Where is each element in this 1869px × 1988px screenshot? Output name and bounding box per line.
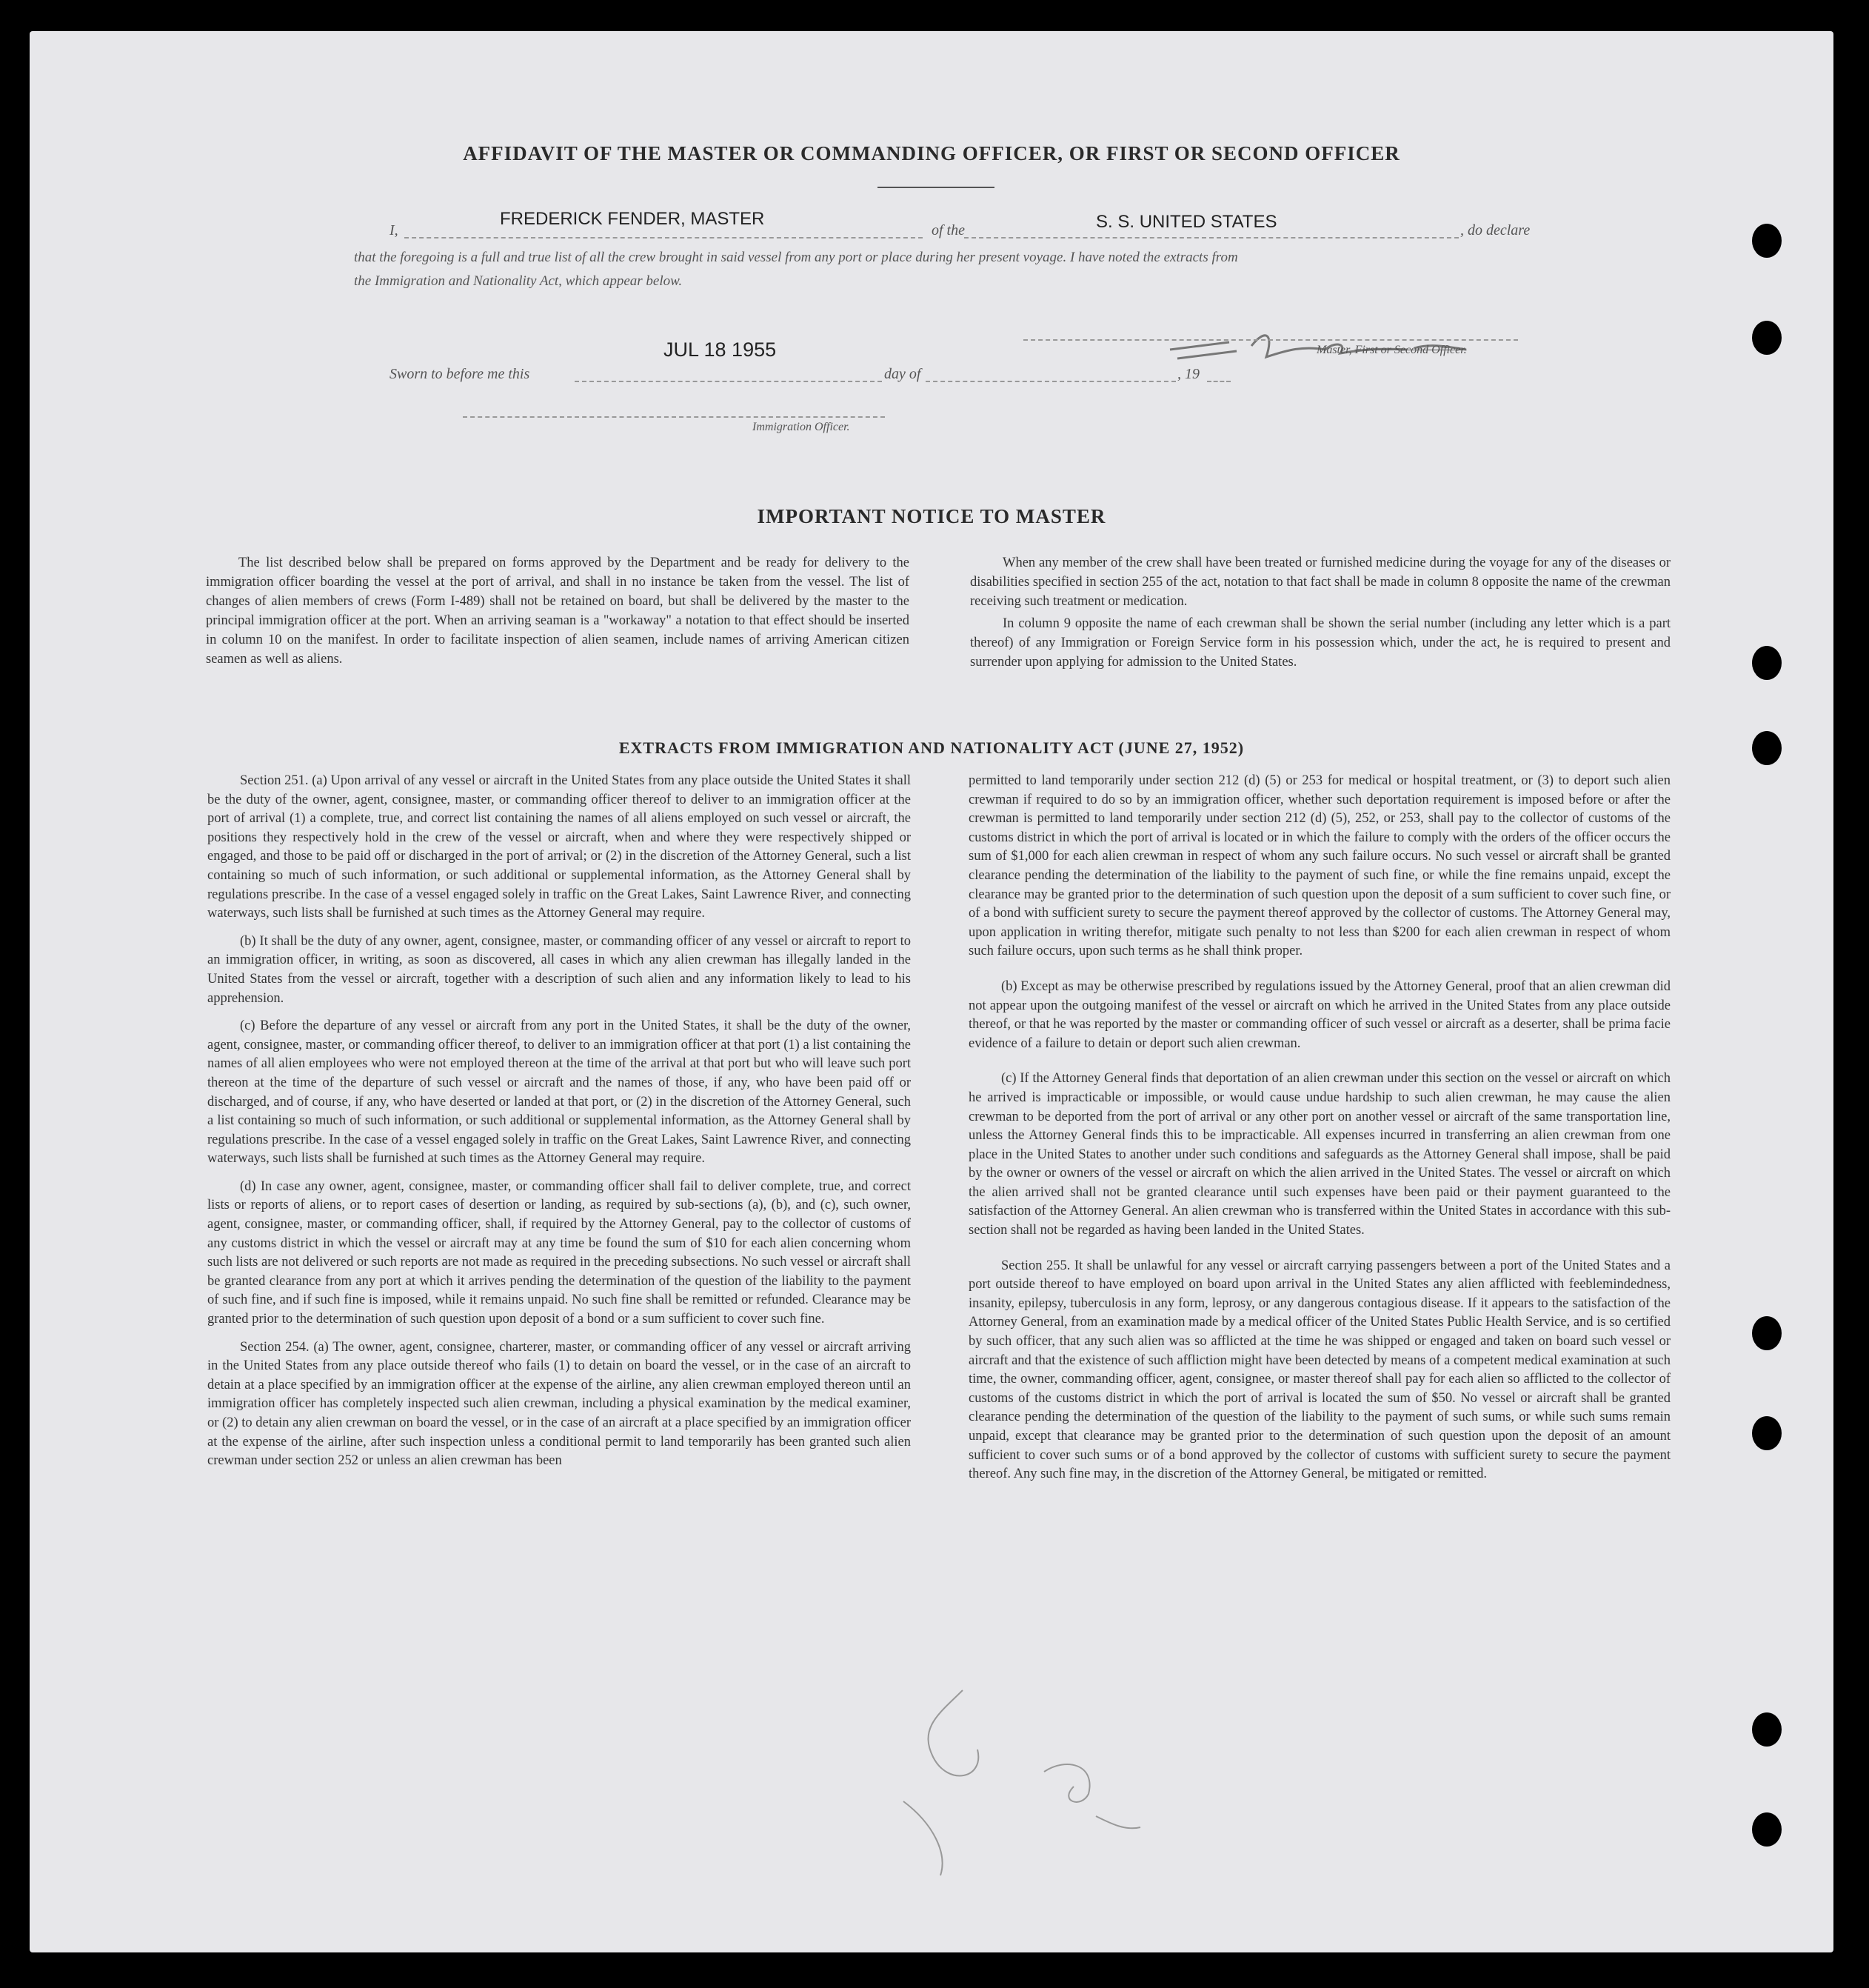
document-page bbox=[30, 31, 1833, 1952]
section-254-a-continued: permitted to land temporarily under section 212 (d) (5) or 253 for medical or hospital treatment, or (3) to deport such alien crewman if required to do so by an immigration officer, whether such deportation requirement is imposed before or after the crewman is permitted to land temporarily under section 212 (d) (5), 252, or 253, shall pay to the collector of customs of the customs district in which the port of arrival is located or in which the failure to comply with the orders of the officer occurs the sum of $1,000 for each alien crewman in respect of whom any such failure occurs. No such vessel or aircraft shall be granted clearance pending the determination of the liability to the payment of such fine, or while the fine remains unpaid, except the clearance may be granted prior to the determination of such question upon the deposit of a sum sufficient to cover such fine, or of a bond with sufficient surety to secure the payment thereof approved by the collector of customs. The Attorney General may, upon application in writing therefor, mitigate such penalty to not less than $200 for each alien crewman in respect of whom such failure occurs, upon such terms as he shall think proper. bbox=[969, 773, 1671, 959]
declaration-line-2: the Immigration and Nationality Act, which appear below. bbox=[354, 273, 683, 289]
label-19: , 19 bbox=[1177, 366, 1200, 382]
sworn-month-line bbox=[926, 381, 1176, 382]
section-251-c: (c) Before the departure of any vessel or aircraft from any port in the United States, it shall be the duty of the owner, agent, consignee, master, or commanding officer thereof, to deliver to an immigration officer at that port (1) a list containing the names of all alien employees who were not employed thereon at the time of the arrival at that port but who will leave such port thereon at the time of the departure of such vessel or aircraft and the names of those, if any, who have been paid off or discharged, and of course, if any, who have deserted or landed at that port, or (2) in the discretion of the Attorney General, such a list containing so much of such information, or such additional or supplemental information, as the Attorney General shall by regulations prescribe. In the case of a vessel engaged solely in traffic on the Great Lakes, Saint Lawrence River, and connecting waterways, such lists shall be furnished at such times as the Attorney General may require. bbox=[207, 1018, 911, 1167]
signature-line bbox=[1023, 339, 1518, 341]
pencil-scribble bbox=[874, 1683, 1185, 1890]
extracts-title: EXTRACTS FROM IMMIGRATION AND NATIONALITY ACT (JUNE 27, 1952) bbox=[618, 738, 1245, 757]
master-label: Master, First or Second Officer. bbox=[1317, 344, 1467, 356]
punch-hole bbox=[1752, 1712, 1782, 1747]
notice-right-paragraph-1: When any member of the crew shall have been treated or furnished medicine during the voyage for any of the diseases or disabilities specified in section 255 of the act, notation to that fact shall be made in column 8 opposite the name of the crewman receiving such treatment or medication. bbox=[970, 556, 1671, 609]
section-254-b: (b) Except as may be otherwise prescribed by regulations issued by the Attorney General, proof that an alien crewman did not appear upon the outgoing manifest of the vessel or aircraft on which he arrived in the United States from any place outside thereof, or that he was reported by the master or commanding officer of such vessel or aircraft as a deserter, shall be prima facie evidence of a failure to detain or deport such alien crewman. bbox=[969, 978, 1671, 1051]
vessel-field-line bbox=[964, 237, 1459, 239]
punch-hole bbox=[1752, 646, 1782, 680]
notice-title: IMPORTANT NOTICE TO MASTER bbox=[757, 505, 1106, 527]
label-of-the: of the bbox=[932, 222, 965, 239]
section-254-a: Section 254. (a) The owner, agent, consignee, charterer, master, or commanding officer of any vessel or aircraft arriving in the United States from any place outside thereof who fails (1) to detain on board the vessel, or in the case of an aircraft to detain at a place specified by an immigration officer at the expense of the airline, any alien crewman employed thereon until an immigration officer has completely inspected such alien crewman, including a physical examination by the medical examiner, or (2) to detain any alien crewman on board the vessel, or in the case of an aircraft at a place specified by an immigration officer at the expense of the airline, after such inspection unless a conditional permit to land temporarily has been granted such alien crewman under section 252 or unless an alien crewman has been bbox=[207, 1339, 911, 1469]
notice-right-paragraph-2: In column 9 opposite the name of each crewman shall be shown the serial number (including any letter which is a part thereof) of any Immigration or Foreign Service form in his possession which, under the act, he is required to present and surrender upon applying for admission to the United States. bbox=[970, 616, 1671, 670]
section-255: Section 255. It shall be unlawful for any vessel or aircraft carrying passengers between a port of the United States and a port outside thereof to have employed on board upon arrival in the United States any alien afflicted with feeblemindedness, insanity, epilepsy, tuberculosis in any form, leprosy, or any dangerous contagious disease. If it appears to the satisfaction of the Attorney General, from an examination made by a medical officer of the United States Public Health Service, and is so certified by such officer, that any such alien was so afflicted at the time he was shipped or engaged and taken on board such vessel or aircraft and that the existence of such affliction might have been detected by means of a competent medical examination at such time, the owner, commanding officer, agent, consignee, or master thereof shall pay for each alien so afflicted to the collector of customs of the customs district in which the port of arrival is located the sum of $50. No vessel or aircraft shall be granted clearance pending the determination of the question of the liability to the payment of such sums, or while such sums remain unpaid, except that clearance may be granted prior to the determination of such question upon the deposit of an amount sufficient to cover such sums or of a bond approved by the collector of customs with sufficient surety to secure the payment thereof. Any such fine may, in the discretion of the Attorney General, be mitigated or remitted. bbox=[969, 1258, 1671, 1482]
officer-signature-line bbox=[463, 416, 885, 418]
label-sworn: Sworn to before me this bbox=[389, 366, 530, 382]
officer-label: Immigration Officer. bbox=[752, 421, 850, 433]
punch-hole bbox=[1752, 1316, 1782, 1350]
section-251-d: (d) In case any owner, agent, consignee, master, or commanding officer shall fail to deliver complete, true, and correct lists or reports of aliens, or to report cases of desertion or landing, as required by sub-sections (a), (b), and (c), such owner, agent, consignee, master, or commanding officer, shall, if required by the Attorney General, pay to the collector of customs of any customs district in which the vessel or aircraft may at any time be found the sum of $10 for each alien concerning whom such lists are not delivered or such reports are not made as required in the preceding subsections. No such vessel or aircraft shall be granted clearance from any port at which it arrives pending the determination of the question of the liability to the payment of such fine, and if such fine is imposed, while it remains unpaid. No such fine shall be remitted or refunded. Clearance may be granted prior to the determination of such question upon deposit of a bond or a sum sufficient to cover such fine. bbox=[207, 1178, 911, 1327]
notice-left-paragraph: The list described below shall be prepared on forms approved by the Department and be ready for delivery to the immigration officer boarding the vessel at the port of arrival, and shall in no instance be taken from the vessel. The list of changes of alien members of crews (Form I-489) shall not be retained on board, but shall be delivered by the master to the principal immigration officer at the port. When an arriving seaman is a "workaway" a notation to that effect should be inserted in column 10 on the manifest. In order to facilitate inspection of alien seamen, include names of arriving American citizen seamen as well as aliens. bbox=[206, 556, 909, 667]
section-254-c: (c) If the Attorney General finds that deportation of an alien crewman under this section on the vessel or aircraft on which he arrived is impracticable or impossible, or would cause undue hardship to such alien crewman, he may cause the alien crewman to be deported from the port of arrival or any other port on another vessel or aircraft of the same transportation line, unless the Attorney General finds this to be impracticable. All expenses incurred in transferring an alien crewman from one place in the United States to another under such conditions and safeguards as the Attorney General shall impose, shall be paid by the owner or owners of the vessel or aircraft on which the alien arrived in the United States. The vessel or aircraft on which the alien arrived shall not be granted clearance until such expenses have been paid or their payment guaranteed to the satisfaction of the Attorney General. An alien crewman who is transferred within the United States in accordance with this sub-section shall not be regarded as having been landed in the United States. bbox=[969, 1071, 1671, 1238]
sworn-day-line bbox=[575, 381, 882, 382]
label-i: I, bbox=[389, 222, 398, 239]
punch-hole bbox=[1752, 731, 1782, 765]
name-field-line bbox=[404, 237, 923, 239]
label-do-declare: , do declare bbox=[1460, 222, 1531, 239]
sworn-year-line bbox=[1207, 381, 1231, 382]
name-field[interactable]: FREDERICK FENDER, MASTER bbox=[500, 209, 765, 229]
punch-hole bbox=[1752, 1812, 1782, 1847]
declaration-line-1: that the foregoing is a full and true list of all the crew brought in said vessel from any port or place during her present voyage. I have noted the extracts from bbox=[354, 250, 1238, 265]
date-stamp: JUL 18 1955 bbox=[663, 338, 777, 361]
title-rule bbox=[877, 187, 994, 188]
punch-hole bbox=[1752, 321, 1782, 355]
punch-hole bbox=[1752, 1416, 1782, 1450]
extracts-left-column bbox=[207, 772, 911, 1480]
label-day-of: day of bbox=[884, 366, 921, 382]
affidavit-title: AFFIDAVIT OF THE MASTER OR COMMANDING OFFICER, OR FIRST OR SECOND OFFICER bbox=[463, 142, 1400, 164]
notice-left-column bbox=[206, 553, 909, 669]
notice-right-column bbox=[970, 553, 1671, 672]
punch-hole bbox=[1752, 224, 1782, 258]
vessel-field[interactable]: S. S. UNITED STATES bbox=[1096, 212, 1277, 232]
section-251-b: (b) It shall be the duty of any owner, agent, consignee, master, or commanding officer of any vessel or aircraft to report to an immigration officer, in writing, as soon as discovered, all cases in which any alien crewman has illegally landed in the United States from the vessel or aircraft, together with a description of such alien and any information likely to lead to his apprehension. bbox=[207, 933, 911, 1006]
struck-officer-label: First or Second Officer. bbox=[1354, 344, 1467, 356]
extracts-right-column bbox=[969, 772, 1671, 1493]
section-251-a: Section 251. (a) Upon arrival of any vessel or aircraft in the United States from any place outside the United States it shall be the duty of the owner, agent, consignee, master, or commanding officer thereof to deliver to an immigration officer at the port of arrival (1) a complete, true, and correct list containing the names of all aliens employed on such vessel or aircraft, the positions they respectively hold in the crew of the vessel or aircraft, when and where they were respectively shipped or engaged, and those to be paid off or discharged in the port of arrival; or (2) in the discretion of the Attorney General, such a list containing so much of such information, or such additional or supplemental information, as the Attorney General shall by regulations prescribe. In the case of a vessel engaged solely in traffic on the Great Lakes, Saint Lawrence River, and connecting waterways, such lists shall be furnished at such times as the Attorney General may require. bbox=[207, 773, 911, 921]
